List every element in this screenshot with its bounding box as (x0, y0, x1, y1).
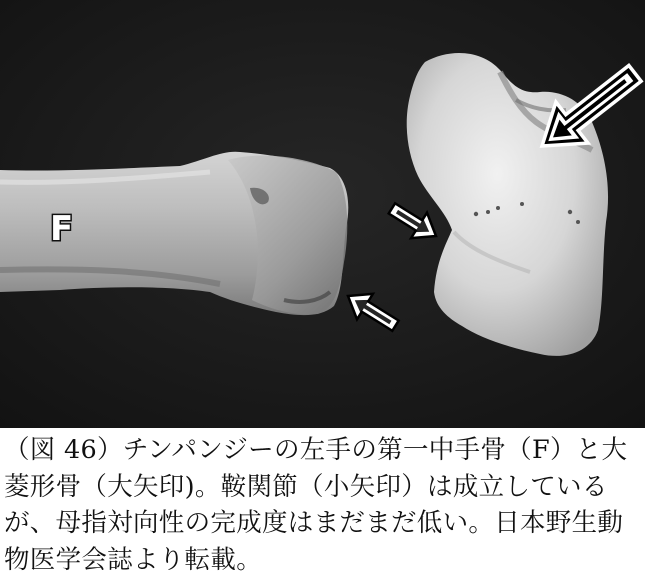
bone-pore (568, 210, 572, 214)
bone-pore (474, 212, 478, 216)
bone-pore (576, 220, 580, 224)
bone-pore (520, 202, 524, 206)
panel-label-f: F (50, 209, 74, 249)
figure-caption: （図 46）チンパンジーの左手の第一中手骨（F）と大菱形骨（大矢印)。鞍関節（小矢印）は成立しているが、母指対向性の完成度はまだまだ低い。日本野生動物医学会誌より転載。 (4, 435, 628, 575)
bone-pore (486, 210, 490, 214)
bone-pore (496, 206, 500, 210)
